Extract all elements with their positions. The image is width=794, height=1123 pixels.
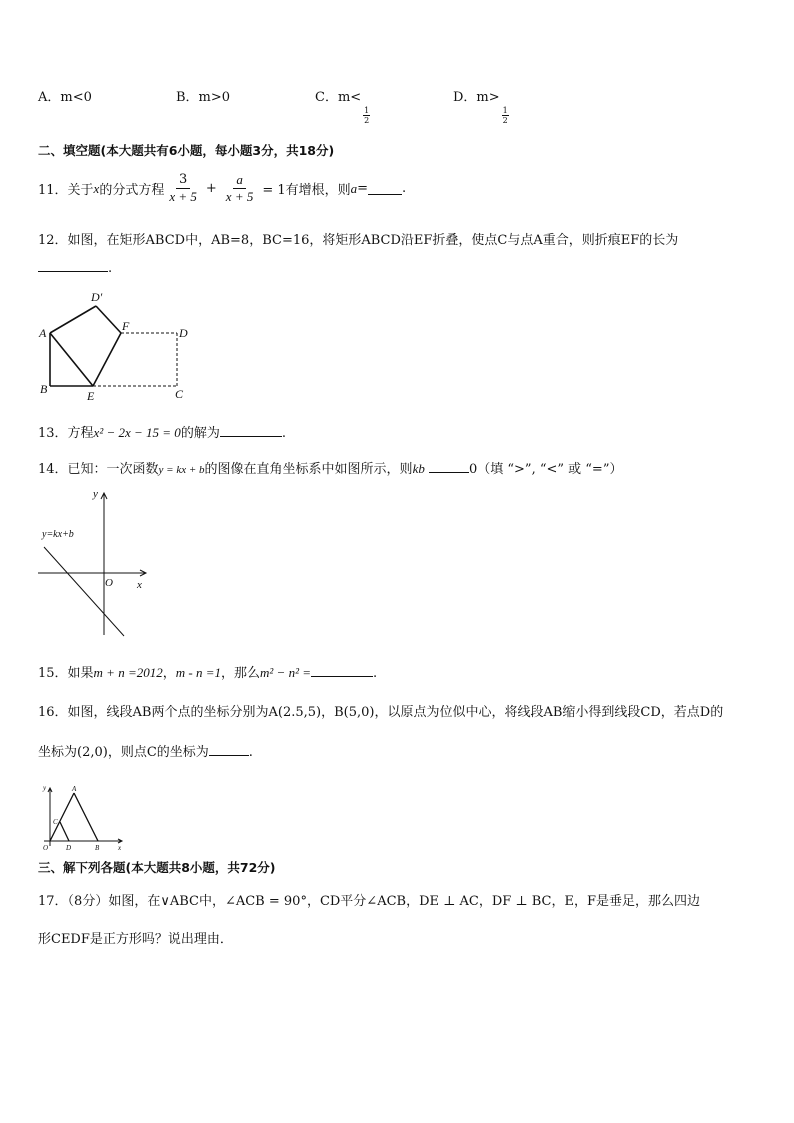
choice-a: A．m<0: [38, 90, 92, 105]
choice-d-fraction: [502, 106, 509, 125]
segment-EF: [93, 333, 121, 386]
choice-d: [453, 86, 509, 125]
choice-c-fraction: [363, 106, 370, 125]
question-13: [38, 422, 286, 441]
q16-graph: [36, 780, 131, 852]
q11-lead: 11．关于: [38, 183, 94, 198]
q11-var-x: x: [93, 180, 100, 196]
q15-mid: ，那么: [221, 666, 261, 681]
label-B: B: [95, 844, 100, 852]
q14-lead: 14．已知：一次函数: [38, 462, 159, 477]
q15-condition-2: m - n =1: [175, 665, 221, 680]
x-axis-label: x: [118, 844, 122, 852]
question-16-line1: 16．如图，线段AB两个点的坐标分别为A(2.5,5)，B(5,0)，以原点为位似中心，将线段AB缩小得到线段CD，若点D的: [38, 705, 724, 720]
question-12-line2: [38, 259, 112, 276]
label-C: C: [53, 818, 58, 826]
function-line: [44, 547, 124, 636]
label-A: A: [72, 785, 77, 793]
q14-function: y = kx + b: [158, 464, 205, 476]
section-3-heading: 三、解下列各题(本大题共8小题，共72分): [38, 860, 276, 875]
q13-lead: 13．方程: [38, 426, 94, 441]
origin-label: O: [43, 844, 49, 852]
q15-separator: ，: [162, 666, 176, 681]
q11-rhs: = 1有增根，则: [262, 183, 351, 198]
q14-graph: [36, 485, 156, 640]
segment-AE: [50, 333, 93, 386]
q11-eq: =: [357, 181, 369, 196]
question-12-line1: 12．如图，在矩形ABCD中，AB=8，BC=16，将矩形ABCD沿EF折叠，使点C与点A重合，则折痕EF的长为: [38, 233, 679, 248]
q11-var-a: a: [350, 180, 358, 196]
label-D: D: [179, 326, 188, 340]
choice-c-text: C．m<: [315, 90, 362, 105]
q15-answer-blank: [311, 664, 373, 677]
x-axis-label: x: [137, 579, 142, 591]
question-15: [38, 662, 377, 681]
q13-answer-blank: [220, 424, 282, 437]
q13-mid: 的解为: [180, 426, 220, 441]
segment-CD: [60, 822, 69, 841]
q16-answer-blank: [209, 743, 249, 756]
question-11: [38, 172, 406, 205]
segment-D-prime-F: [96, 306, 121, 333]
question-17-line2: 形CEDF是正方形吗？说出理由．: [38, 932, 233, 947]
choice-d-text: D．m>: [453, 90, 500, 105]
segment-AD-prime: [50, 306, 96, 333]
q15-tail: .: [373, 666, 378, 681]
frac-num: 1: [364, 106, 370, 115]
section-2-heading: 二、填空题(本大题共有6小题，每小题3分，共18分): [38, 143, 335, 158]
q13-equation: x² − 2x − 15 = 0: [93, 425, 181, 440]
q14-answer-blank: [429, 460, 469, 473]
q12-tail: .: [108, 261, 113, 276]
choice-c: [315, 86, 370, 125]
q16-tail: .: [248, 745, 253, 760]
label-B: B: [40, 382, 48, 396]
y-axis-label: y: [93, 488, 98, 500]
q11-tail: .: [402, 181, 407, 196]
q15-lead: 15．如果: [38, 666, 94, 681]
q15-condition-1: m + n =2012: [93, 665, 163, 680]
q13-tail: .: [281, 426, 286, 441]
label-F: F: [122, 319, 130, 333]
q14-mid: 的图像在直角坐标系中如图所示，则: [204, 462, 413, 477]
question-17-line1: 17．（8分）如图，在∨ABC中，∠ACB = 90°，CD平分∠ACB，DE ⊥ AC，DF ⊥ BC，E，F是垂足，那么四边: [38, 894, 701, 909]
q11-answer-blank: [368, 182, 402, 195]
q15-expression: m² − n² =: [260, 665, 311, 680]
question-14: [38, 458, 622, 477]
frac-num: a: [233, 172, 246, 189]
q12-answer-blank: [38, 259, 108, 272]
y-axis-label: y: [43, 784, 47, 792]
label-A: A: [39, 326, 47, 340]
frac-num: 3: [176, 172, 190, 189]
label-C: C: [175, 387, 184, 401]
segment-OA: [50, 793, 74, 841]
q14-kb: kb: [412, 461, 425, 476]
label-D-prime: D′: [91, 290, 103, 304]
frac-den: 2: [364, 116, 370, 125]
label-D: D: [66, 844, 72, 852]
line-label: y=kx+b: [42, 529, 74, 540]
frac-den: x + 5: [225, 189, 254, 204]
frac-den: x + 5: [169, 189, 197, 204]
q11-fraction-1: [166, 172, 200, 205]
frac-den: 2: [502, 116, 508, 125]
q16-line2-lead: 坐标为(2,0)，则点C的坐标为: [38, 745, 209, 760]
segment-AB: [74, 793, 98, 841]
q11-fraction-2: [223, 172, 257, 205]
label-E: E: [87, 389, 95, 403]
q11-plus: +: [205, 181, 217, 196]
q12-figure: [36, 288, 196, 404]
choice-b: B．m>0: [176, 90, 231, 105]
q14-tail: 0（填 “>”, “<” 或 “=”）: [468, 462, 623, 477]
frac-num: 1: [502, 106, 508, 115]
origin-label: O: [105, 577, 113, 589]
question-16-line2: [38, 741, 253, 760]
q11-mid: 的分式方程: [99, 183, 165, 198]
